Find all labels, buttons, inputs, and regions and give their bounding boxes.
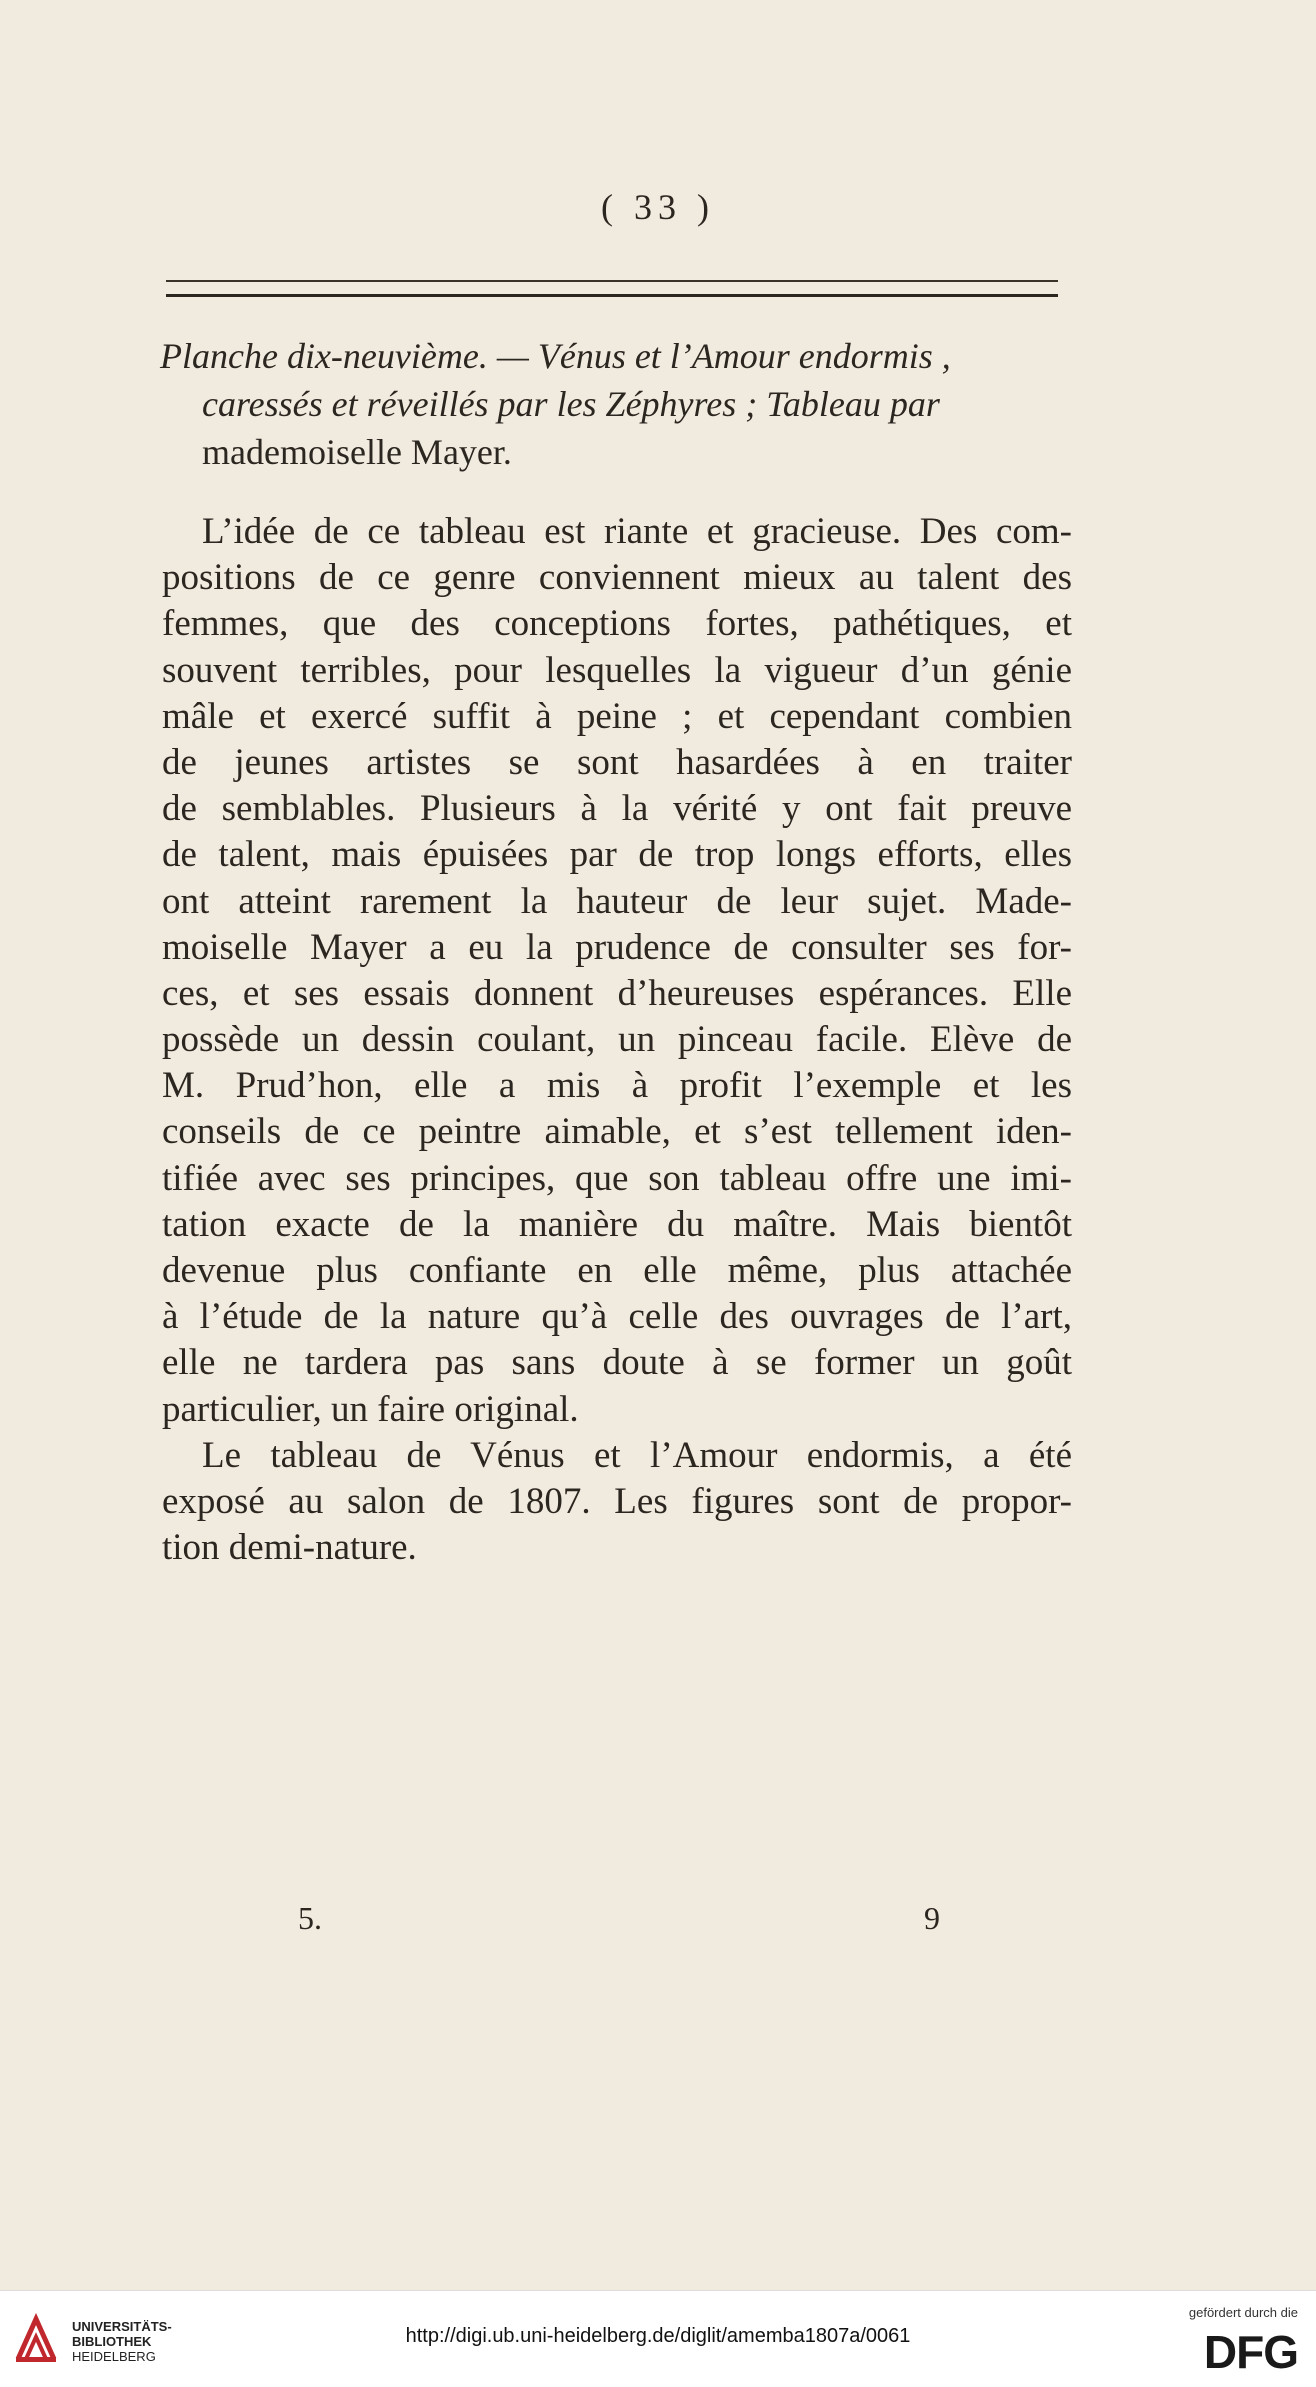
text-line: mâle et exercé suffit à peine ; et cependant combien bbox=[162, 695, 1072, 737]
header-rule-thin bbox=[166, 280, 1058, 282]
text-line: souvent terribles, pour lesquelles la vigueur d’un génie bbox=[162, 649, 1072, 691]
page-number: ( 33 ) bbox=[601, 187, 715, 227]
text-line: elle ne tardera pas sans doute à se former un goût bbox=[162, 1342, 1072, 1384]
body-text bbox=[162, 509, 1072, 1571]
text-line: moiselle Mayer a eu la prudence de consulter ses for- bbox=[162, 926, 1072, 968]
text-line: ont atteint rarement la hauteur de leur sujet. Made- bbox=[162, 880, 1072, 922]
text-line: particulier, un faire original. bbox=[162, 1388, 579, 1430]
permalink-url[interactable]: http://digi.ub.uni-heidelberg.de/diglit/amemba1807a/0061 bbox=[405, 2325, 911, 2347]
text-line: Le tableau de Vénus et l’Amour endormis, a été bbox=[202, 1434, 1072, 1476]
plate-caption bbox=[160, 332, 1080, 476]
gathering-mark: 9 bbox=[924, 1900, 940, 1936]
text-line: tifiée avec ses principes, que son tableau offre une imi- bbox=[162, 1157, 1072, 1199]
text-line: devenue plus confiante en elle même, plus attachée bbox=[162, 1250, 1072, 1291]
text-line: tion demi-nature. bbox=[162, 1527, 417, 1569]
text-line: L’idée de ce tableau est riante et gracieuse. Des com- bbox=[202, 511, 1072, 552]
caption-line-2: caressés et réveillés par les Zéphyres ; Tableau par bbox=[202, 384, 940, 424]
caption-line-3: mademoiselle Mayer. bbox=[202, 432, 512, 472]
header-rule-thick bbox=[166, 294, 1058, 297]
text-line: de semblables. Plusieurs à la vérité y ont fait preuve bbox=[162, 788, 1072, 830]
text-line: exposé au salon de 1807. Les figures sont de propor- bbox=[162, 1480, 1072, 1522]
text-line: positions de ce genre conviennent mieux au talent des bbox=[162, 557, 1072, 599]
funded-by-label: gefördert durch die bbox=[1188, 2305, 1298, 2320]
signature-mark: 5. bbox=[298, 1900, 322, 1936]
viewer-footer bbox=[0, 2290, 1316, 2387]
text-line: de talent, mais épuisées par de trop longs efforts, elles bbox=[162, 834, 1072, 876]
text-line: ces, et ses essais donnent d’heureuses espérances. Elle bbox=[162, 972, 1072, 1014]
library-name: UNIVERSITÄTS- BIBLIOTHEK HEIDELBERG bbox=[72, 2319, 172, 2364]
text-line: conseils de ce peintre aimable, et s’est tellement iden- bbox=[162, 1111, 1072, 1153]
text-line: M. Prud’hon, elle a mis à profit l’exemple et les bbox=[162, 1065, 1072, 1107]
caption-line-1: Planche dix-neuvième. — Vénus et l’Amour endormis , bbox=[160, 336, 951, 376]
dfg-logo: DFG bbox=[1203, 2326, 1298, 2378]
text-line: tation exacte de la manière du maître. Mais bientôt bbox=[162, 1203, 1072, 1245]
text-line: à l’étude de la nature qu’à celle des ouvrages de l’art, bbox=[162, 1296, 1072, 1338]
text-line: de jeunes artistes se sont hasardées à en traiter bbox=[162, 741, 1072, 783]
text-line: possède un dessin coulant, un pinceau facile. Elève de bbox=[162, 1019, 1072, 1061]
text-line: femmes, que des conceptions fortes, pathétiques, et bbox=[162, 603, 1072, 645]
